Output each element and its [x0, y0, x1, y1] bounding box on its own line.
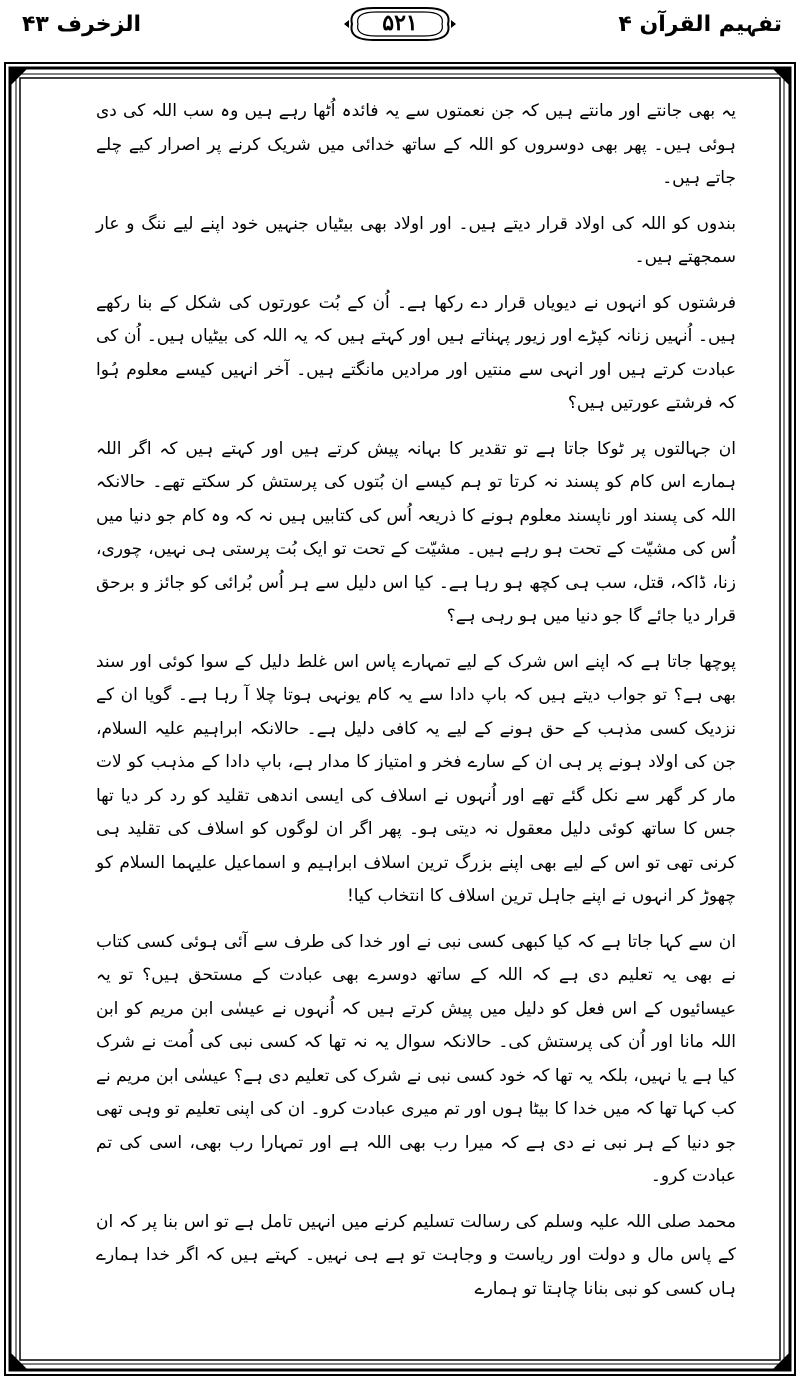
surah-title: الزخرف ۴۳: [22, 12, 142, 37]
paragraph: یہ بھی جانتے اور مانتے ہیں کہ جن نعمتوں سے یہ فائدہ اُٹھا رہے ہیں وہ سب اللہ کی دی ہوئی ہیں۔ پھر بھی دوسروں کو اللہ کے ساتھ خدائی میں شریک کرنے پر اصرار کیے چلے جاتے ہیں۔: [96, 101, 736, 188]
paragraph: ان سے کہا جاتا ہے کہ کیا کبھی کسی نبی نے اور خدا کی طرف سے آئی ہوئی کسی کتاب نے بھی یہ تعلیم دی ہے کہ اللہ کے ساتھ دوسرے بھی عبادت کے مستحق ہیں؟ تو یہ عیسائیوں کے اس فعل کو دلیل میں پیش کرتے ہیں کہ اُنہوں نے عیسٰی ابن مریم کو ابن اللہ مانا اور اُن کی پرستش کی۔ حالانکہ سوال یہ نہ تھا کہ کسی نبی کی اُمت نے شرک کیا ہے یا نہیں، بلکہ یہ تھا کہ خود کسی نبی نے شرک کی تعلیم دی ہے؟ عیسٰی ابن مریم نے کب کہا تھا کہ میں خدا کا بیٹا ہوں اور تم میری عبادت کرو۔ ان کی اپنی تعلیم تو وہی تھی جو دنیا کے ہر نبی نے دی ہے کہ میرا رب بھی اللہ ہے اور تمہارا رب بھی، اسی کی تم عبادت کرو۔: [96, 931, 736, 1186]
paragraph: بندوں کو اللہ کی اولاد قرار دیتے ہیں۔ اور اولاد بھی بیٹیاں جنہیں خود اپنے لیے ننگ و عار سمجھتے ہیں۔: [96, 213, 736, 267]
paragraph: پوچھا جاتا ہے کہ اپنے اس شرک کے لیے تمہارے پاس اس غلط دلیل کے سوا کوئی اور سند بھی ہے؟ تو جواب دیتے ہیں کہ باپ دادا سے یہ کام یونہی ہوتا چلا آ رہا ہے۔ گویا ان کے نزدیک کسی مذہب کے حق ہونے کے لیے یہ کافی دلیل ہے۔ حالانکہ ابراہیم علیہ السلام، جن کی اولاد ہونے پر ہی ان کے سارے فخر و امتیاز کا مدار ہے، باپ دادا کے مذہب کو لات مار کر گھر سے نکل گئے تھے اور اُنہوں نے اسلاف کی ایسی اندھی تقلید کو رد کر دیا تھا جس کا ساتھ کوئی دلیل معقول نہ دیتی ہو۔ پھر اگر ان لوگوں کو اسلاف کی تقلید ہی کرنی تھی تو اس کے لیے بھی اپنے بزرگ ترین اسلاف ابراہیم و اسماعیل علیہما السلام کو چھوڑ کر انہوں نے اپنے جاہل ترین اسلاف کا انتخاب کیا!: [96, 651, 736, 906]
page-header: [0, 0, 800, 60]
paragraph: فرشتوں کو انہوں نے دیویاں قرار دے رکھا ہے۔ اُن کے بُت عورتوں کی شکل کے بنا رکھے ہیں۔ اُنہیں زنانہ کپڑے اور زیور پہناتے ہیں اور کہتے ہیں کہ یہ اللہ کی بیٹیاں ہیں۔ اُن کی عبادت کرتے ہیں اور انہی سے منتیں اور مرادیں مانگتے ہیں۔ آخر انہیں کیسے معلوم ہُوا کہ فرشتے عورتیں ہیں؟: [96, 292, 736, 413]
paragraph: ان جہالتوں پر ٹوکا جاتا ہے تو تقدیر کا بہانہ پیش کرتے ہیں اور کہتے ہیں کہ اگر اللہ ہمارے اس کام کو پسند نہ کرتا تو ہم کیسے ان بُتوں کی پرستش کر سکتے تھے۔ حالانکہ اللہ کی پسند اور ناپسند معلوم ہونے کا ذریعہ اُس کی کتابیں ہیں نہ کہ وہ کام جو دنیا میں اُس کی مشیّت کے تحت ہو رہے ہیں۔ مشیّت کے تحت تو ایک بُت پرستی ہی نہیں، چوری، زنا، ڈاکہ، قتل، سب ہی کچھ ہو رہا ہے۔ کیا اس دلیل سے ہر اُس بُرائی کو جائز و برحق قرار دیا جائے گا جو دنیا میں ہو رہی ہے؟: [96, 438, 736, 626]
page-number: ۵۲۱: [382, 10, 418, 36]
commentary-text: [96, 95, 736, 1318]
book-title: تفہیم القرآن ۴: [618, 12, 782, 37]
paragraph: محمد صلی اللہ علیہ وسلم کی رسالت تسلیم کرنے میں انہیں تامل ہے تو اس بنا پر کہ ان کے پاس مال و دولت اور ریاست و وجاہت تو ہے ہی نہیں۔ کہتے ہیں کہ اگر خدا ہمارے ہاں کسی کو نبی بنانا چاہتا تو ہمارے: [96, 1211, 736, 1299]
page-number-badge: [340, 2, 460, 46]
